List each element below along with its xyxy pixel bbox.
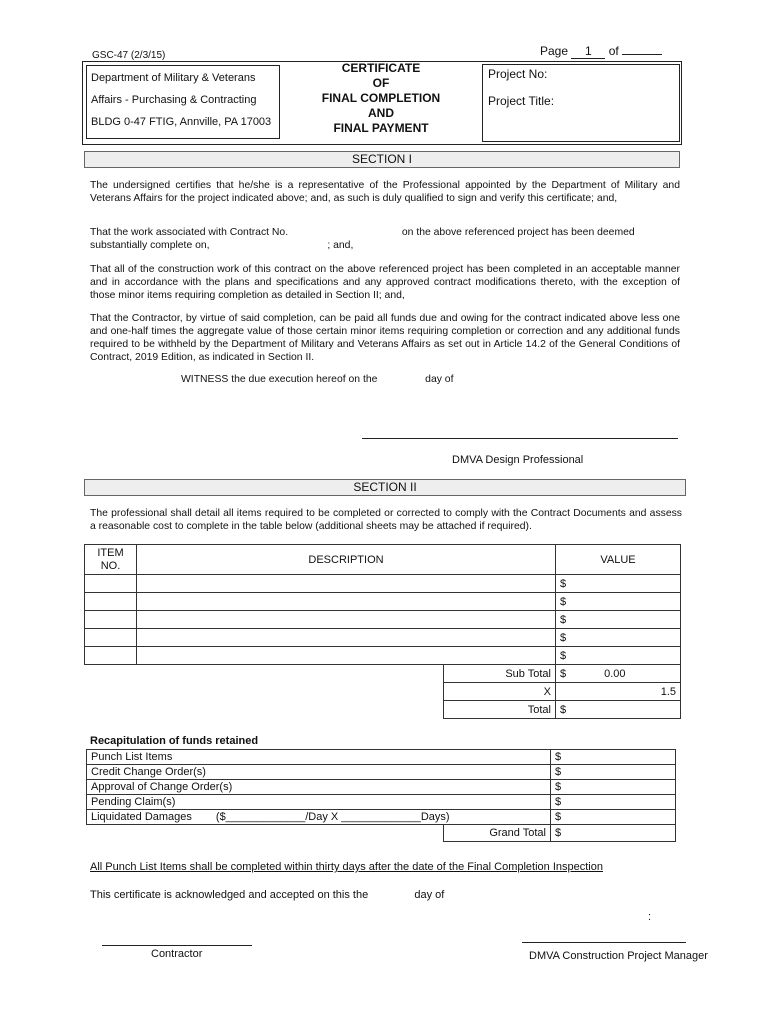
project-no-label[interactable]: Project No: <box>488 67 548 81</box>
page-number-field[interactable]: 1 <box>571 44 605 59</box>
value-cell[interactable]: $ <box>556 647 681 665</box>
value-header: VALUE <box>556 545 681 575</box>
ack-day-of-text: day of <box>414 889 445 901</box>
value-cell[interactable]: $ <box>556 629 681 647</box>
contract-text-d: ; and, <box>327 240 354 251</box>
certificate-title <box>282 61 480 143</box>
recap-row <box>87 795 676 810</box>
acknowledgement-line <box>90 889 444 901</box>
item-no-cell[interactable] <box>85 611 137 629</box>
contract-text-b: on the above referenced project has been deemed <box>401 227 635 238</box>
description-cell[interactable] <box>137 647 556 665</box>
dept-line-1: Department of Military & Veterans <box>91 72 256 84</box>
recap-item-label: Approval of Change Order(s) <box>87 780 551 795</box>
department-box <box>86 65 280 139</box>
grand-total-label: Grand Total <box>443 825 551 842</box>
title-line: OF <box>372 76 390 90</box>
page-total-field[interactable] <box>622 54 662 55</box>
design-professional-signature-line[interactable] <box>362 426 678 439</box>
value-cell[interactable]: $ <box>556 611 681 629</box>
item-no-cell[interactable] <box>85 593 137 611</box>
multiplier-label: X <box>444 683 556 701</box>
table-row <box>85 611 681 629</box>
recap-row <box>87 765 676 780</box>
value-cell[interactable]: $ <box>556 575 681 593</box>
item-no-cell[interactable] <box>85 629 137 647</box>
project-box <box>482 64 680 142</box>
punch-list-note: All Punch List Items shall be completed within thirty days after the date of the Final Completion Inspection <box>90 861 603 873</box>
page-indicator <box>540 44 662 59</box>
design-professional-label: DMVA Design Professional <box>452 454 584 466</box>
ack-text: This certificate is acknowledged and accepted on this the <box>90 889 369 901</box>
description-cell[interactable] <box>137 629 556 647</box>
witness-text: WITNESS the due execution hereof on the <box>181 374 378 385</box>
dept-line-2: Affairs - Purchasing & Contracting <box>91 94 257 106</box>
recap-item-label: Pending Claim(s) <box>87 795 551 810</box>
section-1-paragraph-3: That all of the construction work of this contract on the above referenced project has been completed in an acceptable manner and in accordance with the plans and specifications and any approved contract modifications thereto, with the exception of those minor items requiring completion as detailed in Section II; and, <box>90 264 680 301</box>
contractor-label: Contractor <box>151 948 203 960</box>
recap-value-cell[interactable]: $ <box>551 780 676 795</box>
witness-line <box>181 374 453 385</box>
title-line: AND <box>368 106 394 120</box>
section-1-heading: SECTION I <box>84 151 680 168</box>
day-of-text: day of <box>425 374 454 385</box>
contractor-signature-line[interactable] <box>102 933 252 946</box>
recap-row <box>87 750 676 765</box>
recap-item-label: Credit Change Order(s) <box>87 765 551 780</box>
description-header: DESCRIPTION <box>137 545 556 575</box>
subtotal-value: 0.00 <box>604 667 626 680</box>
total-label: Total <box>444 701 556 719</box>
item-no-cell[interactable] <box>85 647 137 665</box>
subtotal-label: Sub Total <box>444 665 556 683</box>
dept-line-3: BLDG 0-47 FTIG, Annville, PA 17003 <box>91 116 272 128</box>
page-of-label: of <box>608 44 619 58</box>
manager-signature-line[interactable] <box>522 930 686 943</box>
colon-mark: : <box>648 911 652 923</box>
liquidated-damages-label: Liquidated Damages <box>91 811 192 823</box>
project-title-label[interactable]: Project Title: <box>488 94 555 108</box>
section-2-heading: SECTION II <box>84 479 686 496</box>
recap-item-label: Punch List Items <box>87 750 551 765</box>
recap-value-cell[interactable]: $ <box>551 795 676 810</box>
table-row <box>85 575 681 593</box>
title-line: CERTIFICATE <box>341 61 421 75</box>
section-1-paragraph-1: The undersigned certifies that he/she is a representative of the Professional appointed by the Department of Military and Veterans Affairs for the project indicated above; and, as such is duly qualified to sign and verify this certificate; and, <box>90 180 680 204</box>
contract-text-a: That the work associated with Contract No. <box>90 227 289 238</box>
table-row <box>85 593 681 611</box>
table-row <box>85 647 681 665</box>
recap-table <box>86 749 676 842</box>
recap-value-cell[interactable]: $ <box>551 765 676 780</box>
recap-row <box>87 780 676 795</box>
form-number: GSC-47 (2/3/15) <box>92 50 166 61</box>
subtotal-currency: $ <box>560 667 567 680</box>
liquidated-damages-formula[interactable]: ($_____________/Day X _____________Days) <box>215 811 450 823</box>
recap-value-cell[interactable]: $ <box>551 750 676 765</box>
grand-total-cell[interactable]: $ <box>551 825 676 842</box>
description-cell[interactable] <box>137 575 556 593</box>
manager-label: DMVA Construction Project Manager <box>529 950 708 962</box>
recap-heading: Recapitulation of funds retained <box>90 735 259 747</box>
multiplier-value: 1.5 <box>556 683 681 701</box>
section-1-paragraph-2 <box>90 226 680 252</box>
contract-text-c: substantially complete on, <box>90 240 210 251</box>
page-label: Page <box>540 44 569 58</box>
recap-value-cell[interactable]: $ <box>551 810 676 825</box>
recap-row <box>87 810 676 825</box>
value-cell[interactable]: $ <box>556 593 681 611</box>
section-1-paragraph-4: That the Contractor, by virtue of said completion, can be paid all funds due and owing for the contract indicated above less one and one-half times the aggregate value of those certain minor items requiring completion or correction and any additional funds required to be withheld by the Department of Military and Veterans Affairs as set out in Article 14.2 of the General Conditions of Contract, 2019 Edition, as indicated in Section II. <box>90 313 680 363</box>
section-2-intro: The professional shall detail all items required to be completed or corrected to comply with the Contract Documents and assess a reasonable cost to complete in the table below (additional sheets may be attached if required). <box>90 508 682 532</box>
item-no-cell[interactable] <box>85 575 137 593</box>
table-row <box>85 629 681 647</box>
description-cell[interactable] <box>137 593 556 611</box>
subtotal-cell[interactable] <box>556 665 681 683</box>
title-line: FINAL PAYMENT <box>333 121 429 135</box>
item-no-header: ITEM NO. <box>85 545 137 575</box>
description-cell[interactable] <box>137 611 556 629</box>
title-line: FINAL COMPLETION <box>321 91 441 105</box>
total-cell[interactable]: $ <box>556 701 681 719</box>
punch-items-table <box>84 544 681 719</box>
